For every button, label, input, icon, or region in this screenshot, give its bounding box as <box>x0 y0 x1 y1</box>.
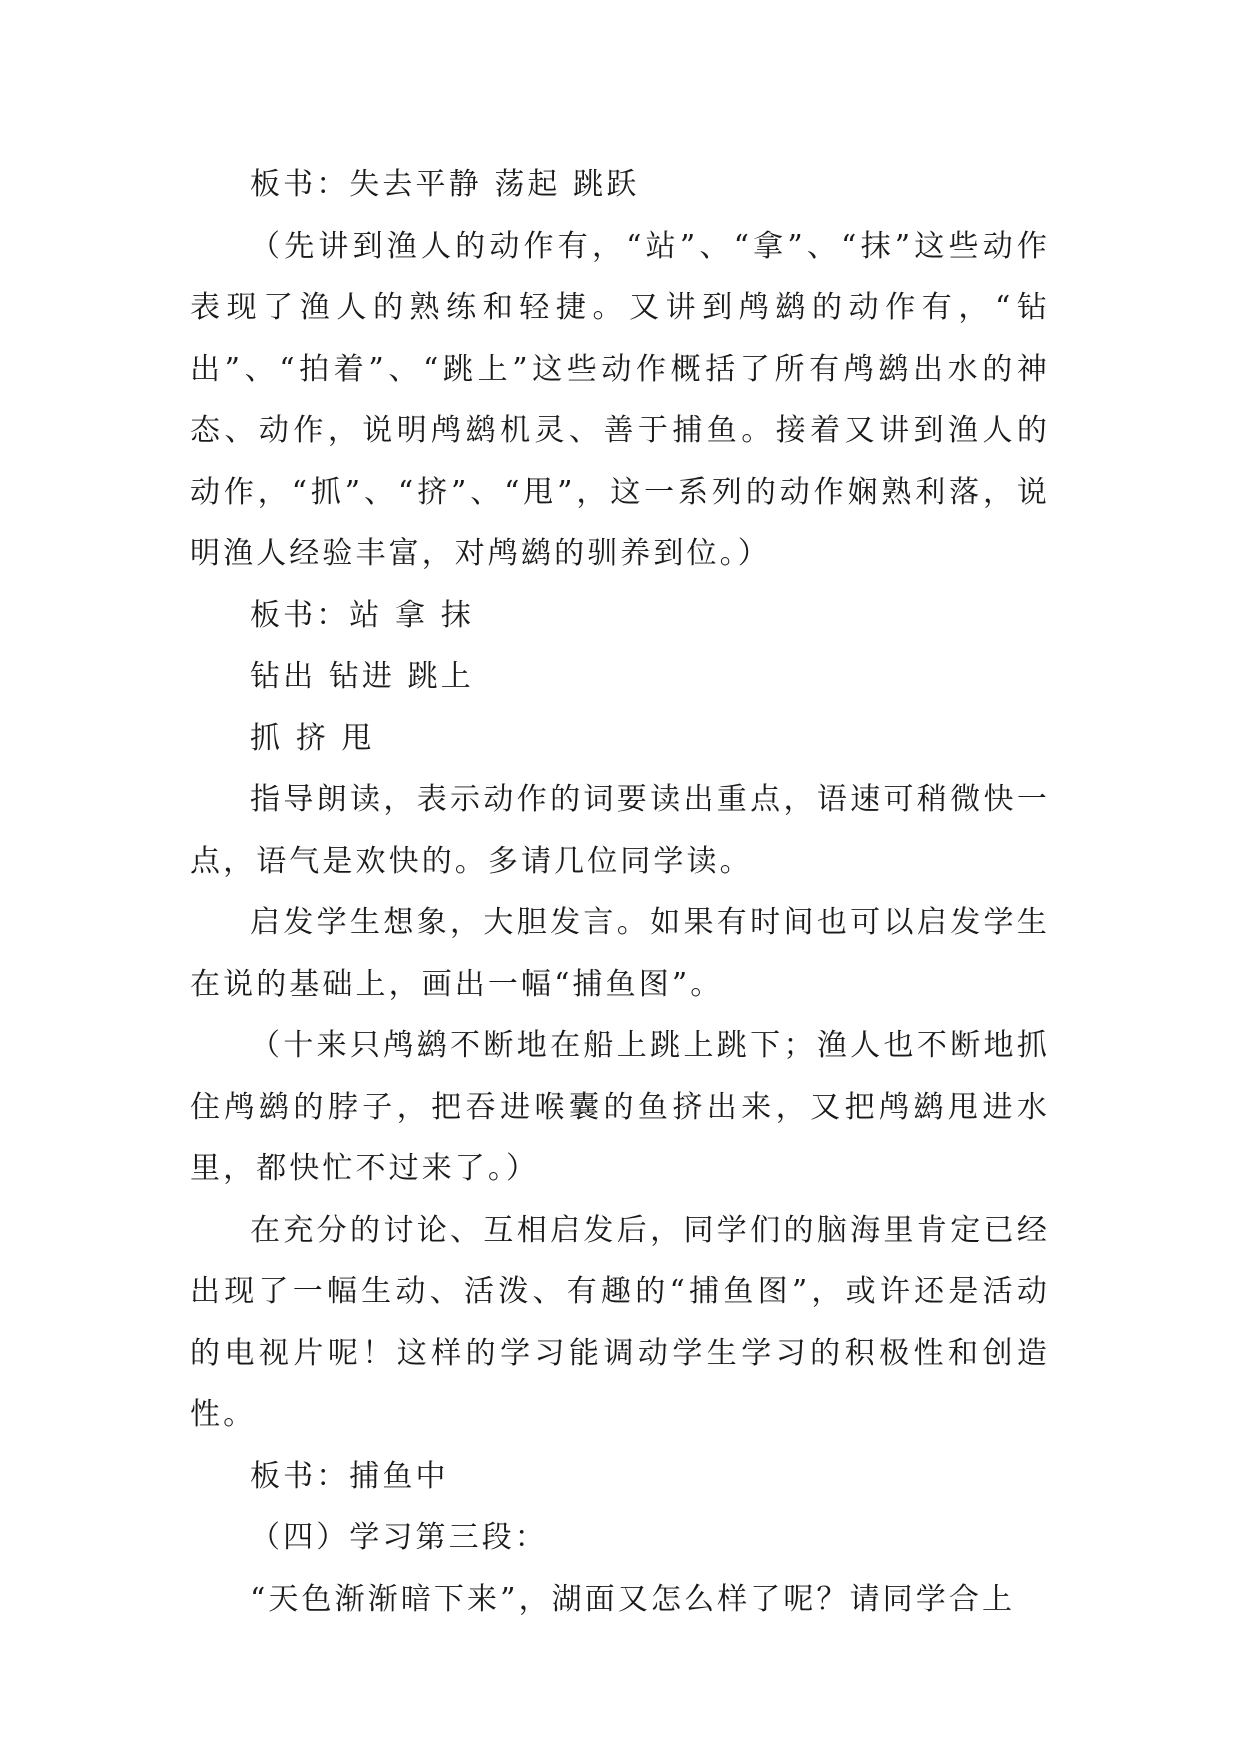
paragraph-blackboard-4: 抓 挤 甩 <box>250 720 375 756</box>
paragraph-blackboard-5: 板书：捕鱼中 <box>250 1458 449 1494</box>
document-body <box>190 154 1050 1630</box>
paragraph-blackboard-1: 板书：失去平静 荡起 跳跃 <box>250 167 640 202</box>
paragraph-blackboard-2: 板书：站 拿 抹 <box>250 597 474 633</box>
paragraph-fishing-scene: （十来只鸬鹚不断地在船上跳上跳下；渔人也不断地抓住鸬鹚的脖子，把吞进喉囊的鱼挤出来，又把鸬鹚甩进水里，都快忙不过来了。） <box>190 1028 1050 1186</box>
paragraph-section-heading: （四）学习第三段： <box>250 1520 548 1555</box>
paragraph-reading-guidance: 指导朗读，表示动作的词要读出重点，语速可稍微快一点，语气是欢快的。多请几位同学读。 <box>190 782 1050 879</box>
paragraph-action-explanation: （先讲到渔人的动作有，“站”、“拿”、“抹”这些动作表现了渔人的熟练和轻捷。又讲到鸬鹚的动作有，“钻出”、“拍着”、“跳上”这些动作概括了所有鸬鹚出水的神态、动作，说明鸬鹚机灵、善于捕鱼。接着又讲到渔人的动作，“抓”、“挤”、“甩”，这一系列的动作娴熟利落，说明渔人经验丰富，对鸬鹚的驯养到位。） <box>190 228 1050 571</box>
paragraph-imagination: 启发学生想象，大胆发言。如果有时间也可以启发学生在说的基础上，画出一幅“捕鱼图”。 <box>190 905 1050 1002</box>
paragraph-blackboard-3: 钻出 钻进 跳上 <box>250 659 474 694</box>
paragraph-third-section: “天色渐渐暗下来”，湖面又怎么样了呢？请同学合上 <box>250 1581 1016 1617</box>
paragraph-discussion: 在充分的讨论、互相启发后，同学们的脑海里肯定已经出现了一幅生动、活泼、有趣的“捕鱼图”，或许还是活动的电视片呢！这样的学习能调动学生学习的积极性和创造性。 <box>190 1212 1050 1432</box>
